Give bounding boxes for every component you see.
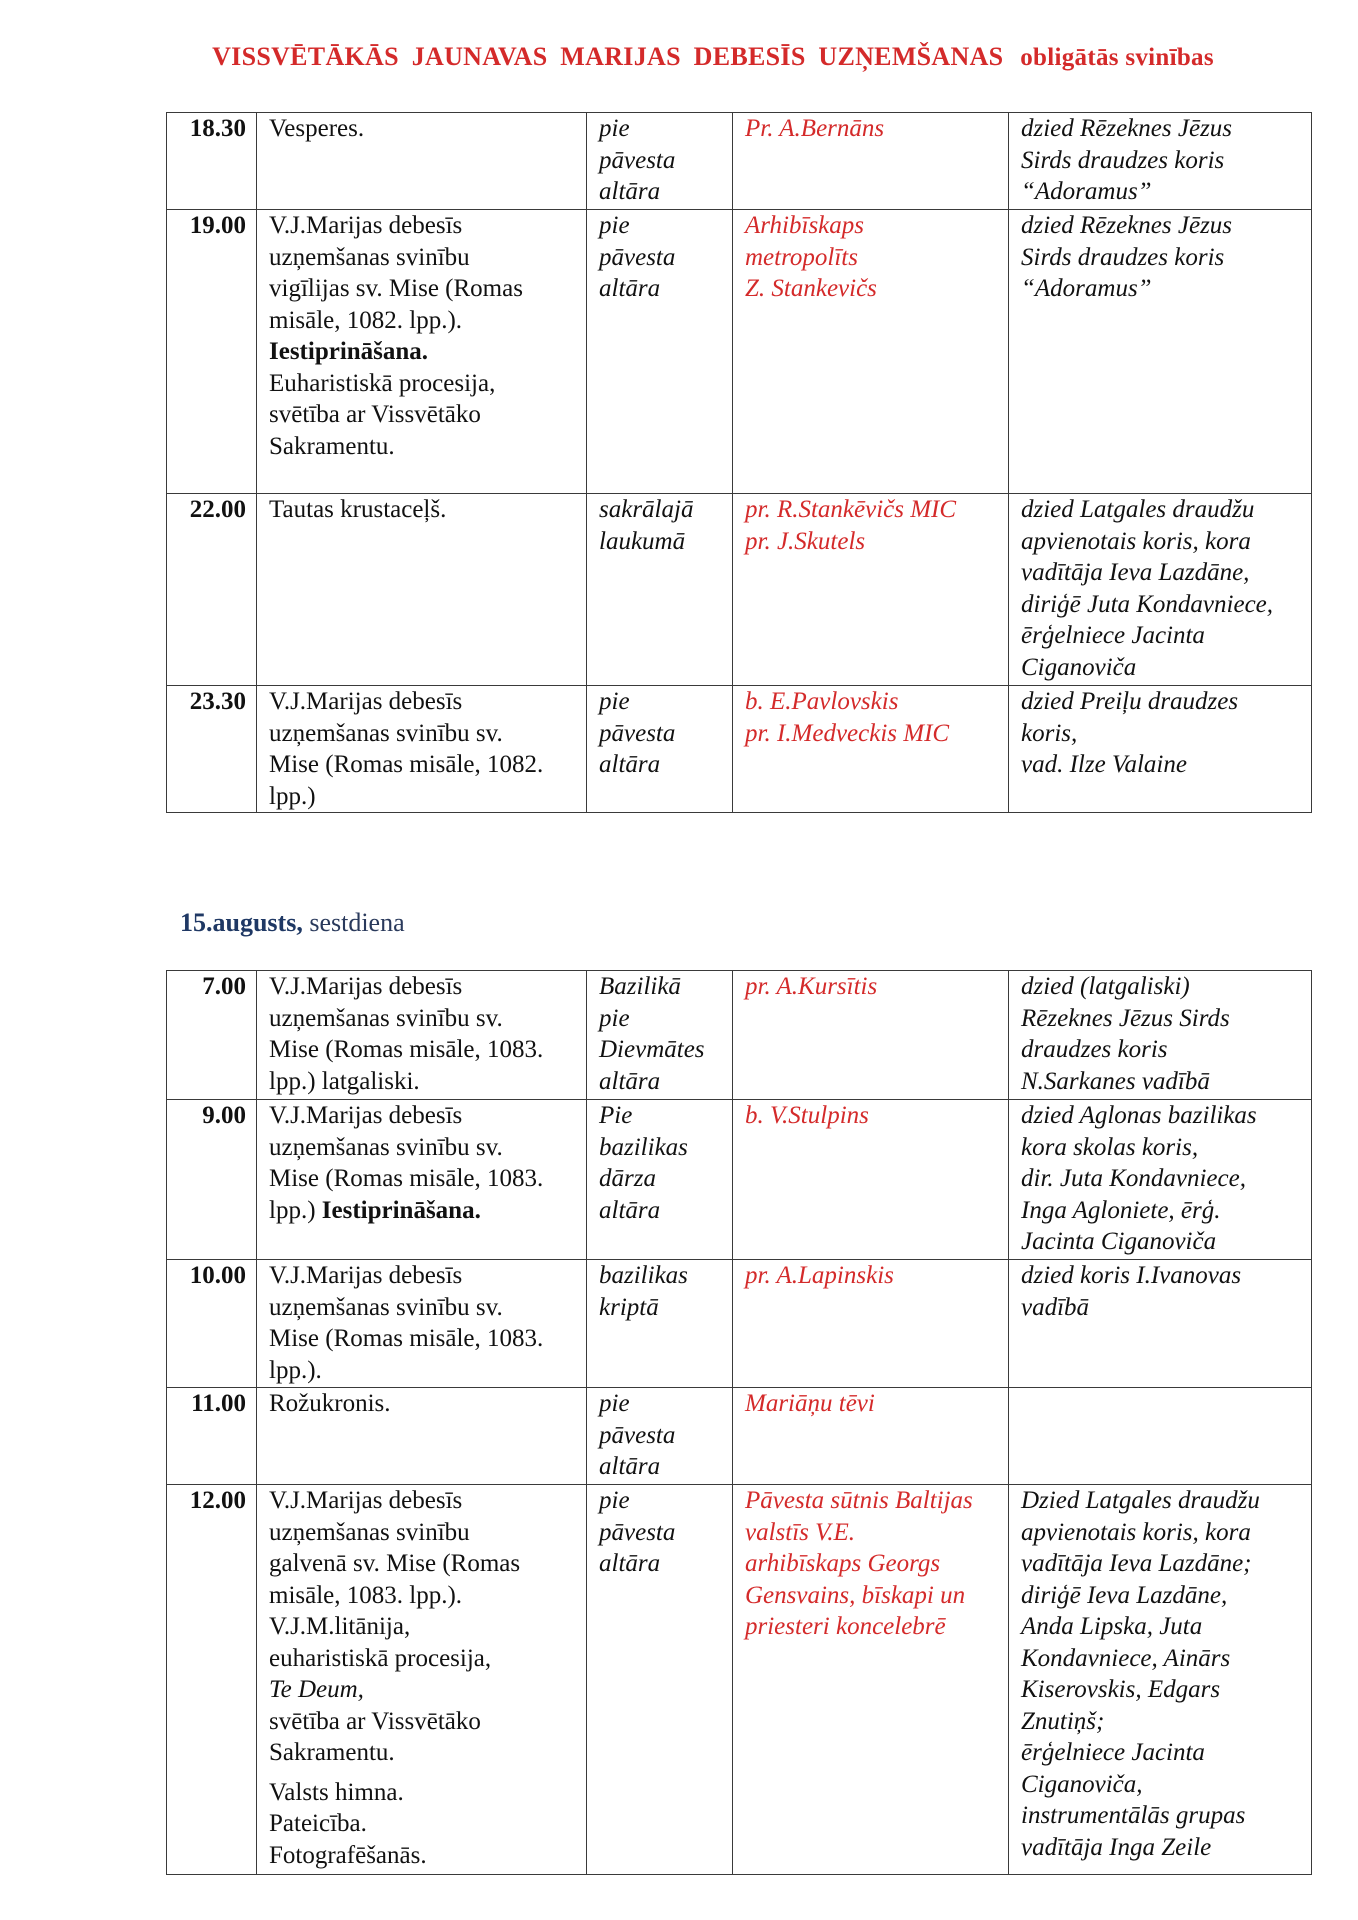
- place-line: laukumā: [599, 527, 686, 555]
- event-cell: [257, 210, 587, 494]
- place-line: pie: [599, 1390, 630, 1417]
- place-cell: [587, 113, 733, 210]
- celebrant-cell: [733, 971, 1009, 1100]
- music-line: dzied Rēzeknes Jēzus: [1021, 115, 1233, 142]
- event-cell: [257, 494, 587, 686]
- music-line: dir. Juta Kondavniece,: [1021, 1165, 1246, 1192]
- place-line: pie: [599, 688, 630, 715]
- event-line: Valsts himna.: [269, 1778, 404, 1806]
- time-cell: 9.00: [167, 1100, 257, 1260]
- event-line: Sakramentu.: [269, 1739, 395, 1766]
- music-line: dzied Latgales draudžu: [1021, 496, 1255, 523]
- event-line: Mise (Romas misāle, 1082.: [269, 751, 544, 778]
- celebrant-line: Arhibīskaps: [745, 212, 864, 239]
- place-line: pāvesta: [599, 719, 676, 747]
- table-row: [167, 686, 1312, 813]
- event-line: [269, 1195, 576, 1227]
- music-line: instrumentālās grupas: [1021, 1802, 1246, 1829]
- celebrant-cell: [733, 1388, 1009, 1485]
- music-line: kora skolas koris,: [1021, 1133, 1199, 1161]
- music-line: Anda Lipska, Juta: [1021, 1613, 1203, 1640]
- celebrant-line: Pāvesta sūtnis Baltijas: [745, 1487, 973, 1514]
- event-line: lpp.).: [269, 1356, 322, 1384]
- event-line: V.J.Marijas debesīs: [269, 688, 463, 715]
- place-line: pāvesta: [599, 146, 676, 174]
- celebrant-line: pr. A.Lapinskis: [745, 1262, 894, 1289]
- time-cell: 23.30: [167, 686, 257, 813]
- place-cell: [587, 971, 733, 1100]
- place-cell: [587, 1100, 733, 1260]
- place-line: dārza: [599, 1165, 656, 1192]
- date-heading-weekday: sestdiena: [309, 908, 405, 937]
- place-line: altāra: [599, 1067, 661, 1095]
- music-line: koris,: [1021, 719, 1078, 747]
- celebrant-line: pr. R.Stankēvičs MIC: [745, 496, 957, 523]
- music-line: dzied (latgaliski): [1021, 973, 1190, 1000]
- music-line: dzied Preiļu draudzes: [1021, 688, 1239, 715]
- event-line: Fotografēšanās.: [269, 1841, 427, 1869]
- place-cell: [587, 1388, 733, 1485]
- music-line: dzied Rēzeknes Jēzus: [1021, 212, 1233, 239]
- place-line: Dievmātes: [599, 1036, 705, 1063]
- celebrant-line: pr. A.Kursītis: [745, 973, 878, 1000]
- place-line: altāra: [599, 1196, 661, 1224]
- celebrant-line: Z. Stankevičs: [745, 275, 877, 302]
- event-line: V.J.M.litānija,: [269, 1613, 411, 1640]
- table-row: [167, 494, 1312, 686]
- place-line: Pie: [599, 1102, 633, 1129]
- event-line: Rožukronis.: [269, 1390, 391, 1417]
- celebrant-cell: [733, 113, 1009, 210]
- music-cell: [1009, 210, 1312, 494]
- celebrant-line: b. E.Pavlovskis: [745, 688, 899, 715]
- page-title: [0, 42, 1358, 72]
- celebrant-line: priesteri koncelebrē: [745, 1613, 946, 1640]
- celebrant-line: pr. J.Skutels: [745, 527, 866, 555]
- music-line: Ciganoviča,: [1021, 1770, 1143, 1798]
- music-line: vadītāja Inga Zeile: [1021, 1833, 1212, 1861]
- place-line: bazilikas: [599, 1262, 688, 1289]
- table-row: [167, 1260, 1312, 1388]
- celebrant-cell: [733, 210, 1009, 494]
- music-cell: [1009, 1100, 1312, 1260]
- music-line: Inga Agloniete, ērģ.: [1021, 1196, 1221, 1224]
- event-line: Mise (Romas misāle, 1083.: [269, 1165, 544, 1192]
- event-line: lpp.) latgaliski.: [269, 1067, 420, 1095]
- schedule-table-evening: [166, 112, 1312, 813]
- event-line-text: lpp.): [269, 1196, 316, 1224]
- place-cell: [587, 210, 733, 494]
- event-line: uzņemšanas svinību sv.: [269, 1133, 503, 1161]
- celebrant-line: pr. I.Medveckis MIC: [745, 719, 950, 747]
- music-cell: [1009, 686, 1312, 813]
- music-cell: [1009, 1485, 1312, 1875]
- music-line: dzied koris I.Ivanovas: [1021, 1262, 1242, 1289]
- music-line: ērģelniece Jacinta: [1021, 622, 1205, 649]
- event-line: Mise (Romas misāle, 1083.: [269, 1325, 544, 1352]
- event-cell: [257, 1388, 587, 1485]
- event-line: svētība ar Vissvētāko: [269, 1707, 481, 1735]
- celebrant-line: Gensvains, bīskapi un: [745, 1581, 966, 1609]
- celebrant-cell: [733, 1100, 1009, 1260]
- music-cell: [1009, 971, 1312, 1100]
- music-line: Sirds draudzes koris: [1021, 146, 1225, 174]
- place-line: pie: [599, 115, 630, 142]
- music-cell: [1009, 1388, 1312, 1485]
- celebrant-cell: [733, 686, 1009, 813]
- event-line: misāle, 1083. lpp.).: [269, 1581, 463, 1609]
- time-cell: 18.30: [167, 113, 257, 210]
- time-cell: 19.00: [167, 210, 257, 494]
- music-line: apvienotais koris, kora: [1021, 527, 1251, 555]
- event-line-bold: Iestiprināšana.: [269, 338, 429, 365]
- event-line: Euharistiskā procesija,: [269, 369, 496, 397]
- place-line: pie: [599, 1487, 630, 1514]
- event-line: svētība ar Vissvētāko: [269, 401, 481, 428]
- music-line: Sirds draudzes koris: [1021, 243, 1225, 271]
- celebrant-cell: [733, 1260, 1009, 1388]
- music-line: vad. Ilze Valaine: [1021, 751, 1187, 778]
- event-line: euharistiskā procesija,: [269, 1644, 492, 1672]
- music-line: draudzes koris: [1021, 1036, 1168, 1063]
- event-line: uzņemšanas svinību sv.: [269, 1004, 503, 1032]
- event-line: Tautas krustaceļš.: [269, 496, 447, 523]
- celebrant-cell: [733, 1485, 1009, 1875]
- place-line: bazilikas: [599, 1133, 688, 1161]
- event-line: lpp.): [269, 782, 316, 810]
- place-line: altāra: [599, 178, 661, 205]
- place-line: kriptā: [599, 1293, 659, 1321]
- place-cell: [587, 494, 733, 686]
- celebrant-line: Mariāņu tēvi: [745, 1390, 875, 1417]
- music-line: Znutiņš;: [1021, 1707, 1105, 1735]
- event-cell: [257, 686, 587, 813]
- music-cell: [1009, 1260, 1312, 1388]
- event-cell: [257, 971, 587, 1100]
- event-line: V.J.Marijas debesīs: [269, 1487, 463, 1514]
- event-line-bold: Iestiprināšana.: [321, 1196, 481, 1224]
- music-line: Ciganoviča: [1021, 653, 1137, 681]
- place-line: sakrālajā: [599, 496, 694, 523]
- music-line: ērģelniece Jacinta: [1021, 1739, 1205, 1766]
- event-line: Sakramentu.: [269, 432, 395, 460]
- event-line: uzņemšanas svinību: [269, 243, 470, 271]
- place-line: pāvesta: [599, 1518, 676, 1546]
- table-row: [167, 971, 1312, 1100]
- music-line: dzied Aglonas bazilikas: [1021, 1102, 1257, 1129]
- music-line: diriģē Juta Kondavniece,: [1021, 590, 1274, 618]
- celebrant-line: metropolīts: [745, 243, 858, 271]
- place-line: altāra: [599, 1453, 661, 1480]
- place-cell: [587, 1485, 733, 1875]
- place-line: altāra: [599, 751, 661, 778]
- table-row: [167, 113, 1312, 210]
- time-cell: 12.00: [167, 1485, 257, 1875]
- music-line: diriģē Ieva Lazdāne,: [1021, 1581, 1228, 1609]
- schedule-table-august-15: [166, 970, 1312, 1875]
- music-line: Rēzeknes Jēzus Sirds: [1021, 1004, 1230, 1032]
- music-line: Kiserovskis, Edgars: [1021, 1676, 1221, 1703]
- event-line: V.J.Marijas debesīs: [269, 1262, 463, 1289]
- music-line: Kondavniece, Ainārs: [1021, 1644, 1231, 1672]
- event-line: vigīlijas sv. Mise (Romas: [269, 275, 523, 302]
- music-line: vadītāja Ieva Lazdāne,: [1021, 559, 1250, 586]
- event-cell: [257, 113, 587, 210]
- time-cell: 7.00: [167, 971, 257, 1100]
- place-cell: [587, 686, 733, 813]
- celebrant-line: valstīs V.E.: [745, 1518, 855, 1546]
- music-line: “Adoramus”: [1021, 275, 1152, 302]
- event-line: V.J.Marijas debesīs: [269, 1102, 463, 1129]
- place-line: altāra: [599, 1550, 661, 1577]
- event-line: uzņemšanas svinību sv.: [269, 719, 503, 747]
- place-line: pie: [599, 1004, 630, 1032]
- place-cell: [587, 1260, 733, 1388]
- music-line: vadībā: [1021, 1293, 1090, 1321]
- event-line: uzņemšanas svinību: [269, 1518, 470, 1546]
- event-line: uzņemšanas svinību sv.: [269, 1293, 503, 1321]
- time-cell: 10.00: [167, 1260, 257, 1388]
- table-row: [167, 1100, 1312, 1260]
- time-cell: 11.00: [167, 1388, 257, 1485]
- music-line: Jacinta Ciganoviča: [1021, 1228, 1217, 1255]
- event-line: Mise (Romas misāle, 1083.: [269, 1036, 544, 1063]
- celebrant-line: Pr. A.Bernāns: [745, 115, 885, 142]
- place-line: pāvesta: [599, 1421, 676, 1449]
- music-line: Dzied Latgales draudžu: [1021, 1487, 1260, 1514]
- music-line: N.Sarkanes vadībā: [1021, 1067, 1210, 1095]
- event-line: Pateicība.: [269, 1810, 367, 1837]
- table-row: [167, 210, 1312, 494]
- event-line: misāle, 1082. lpp.).: [269, 306, 463, 334]
- page-title-main: VISSVĒTĀKĀS JAUNAVAS MARIJAS DEBESĪS UZŅEMŠANAS: [212, 42, 1004, 71]
- event-line: V.J.Marijas debesīs: [269, 973, 463, 1000]
- place-line: Bazilikā: [599, 973, 681, 1000]
- event-line-italic: Te Deum,: [269, 1676, 364, 1703]
- place-line: altāra: [599, 275, 661, 302]
- place-line: pie: [599, 212, 630, 239]
- page-title-subtitle: obligātās svinības: [1020, 44, 1214, 71]
- date-heading: [180, 908, 405, 938]
- event-line: Vesperes.: [269, 115, 365, 142]
- event-cell: [257, 1100, 587, 1260]
- time-cell: 22.00: [167, 494, 257, 686]
- event-cell: [257, 1260, 587, 1388]
- music-line: “Adoramus”: [1021, 178, 1152, 205]
- music-line: vadītāja Ieva Lazdāne;: [1021, 1550, 1252, 1577]
- event-line: galvenā sv. Mise (Romas: [269, 1550, 521, 1577]
- event-cell: [257, 1485, 587, 1875]
- celebrant-line: arhibīskaps Georgs: [745, 1550, 941, 1577]
- music-cell: [1009, 113, 1312, 210]
- music-cell: [1009, 494, 1312, 686]
- celebrant-line: b. V.Stulpins: [745, 1102, 869, 1129]
- music-line: apvienotais koris, kora: [1021, 1518, 1251, 1546]
- table-row: [167, 1485, 1312, 1875]
- date-heading-date: 15.augusts,: [180, 908, 303, 937]
- place-line: pāvesta: [599, 243, 676, 271]
- celebrant-cell: [733, 494, 1009, 686]
- table-row: [167, 1388, 1312, 1485]
- event-line: V.J.Marijas debesīs: [269, 212, 463, 239]
